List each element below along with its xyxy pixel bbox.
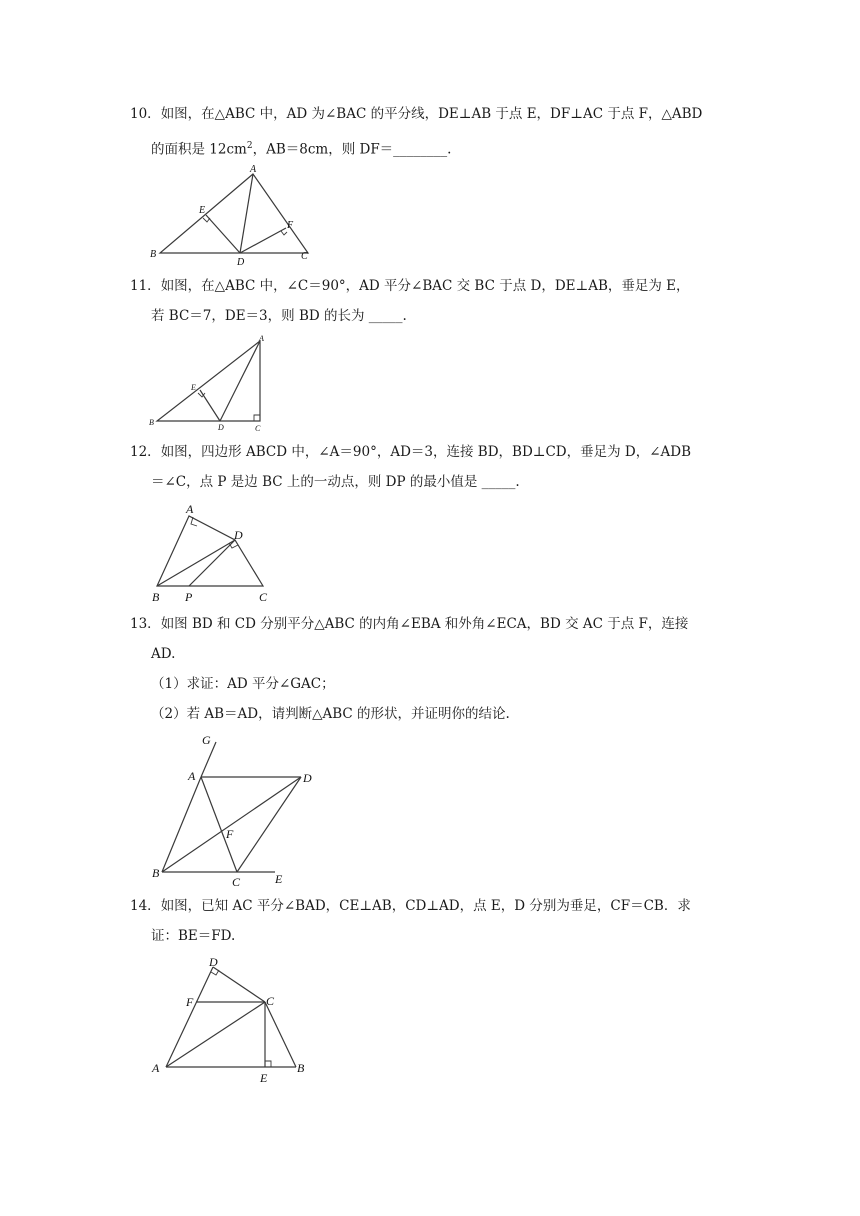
segment-de — [200, 390, 220, 421]
label-e: E — [260, 1071, 268, 1085]
problem-11-line-1 — [130, 276, 690, 296]
right-angle-mark-c — [254, 415, 260, 421]
problem-14-number: 14． — [130, 898, 161, 914]
problem-11-number: 11． — [130, 278, 161, 294]
label-c: C — [259, 590, 268, 604]
label-e: E — [191, 383, 196, 392]
label-b: B — [297, 1061, 305, 1075]
label-b: B — [152, 866, 160, 880]
label-e: E — [275, 872, 283, 886]
segment-df — [240, 228, 286, 253]
label-c: C — [232, 875, 241, 889]
label-p: P — [185, 590, 193, 604]
problem-12-line-1 — [130, 442, 691, 462]
problem-11-figure — [142, 333, 272, 433]
segment-ad — [220, 341, 260, 421]
label-d: D — [234, 528, 243, 542]
label-a: A — [250, 164, 257, 175]
label-d: D — [303, 771, 312, 785]
right-angle-mark-f — [281, 231, 287, 235]
segment-ab — [162, 777, 201, 872]
label-f: F — [186, 995, 194, 1009]
problem-13-text-2: AD. — [151, 646, 176, 662]
label-a: A — [186, 502, 194, 516]
problem-12-line-2 — [151, 472, 520, 492]
label-f: F — [287, 220, 294, 231]
segment-cb — [265, 1002, 296, 1067]
problem-13-line-2 — [151, 644, 175, 664]
label-a: A — [152, 1061, 160, 1075]
right-triangle-abc — [157, 341, 260, 421]
triangle-abc — [160, 174, 308, 253]
problem-10-text-2a: 的面积是 12cm — [151, 141, 247, 158]
segment-de — [206, 215, 240, 253]
problem-14-line-2 — [151, 926, 235, 946]
problem-12-text-1: 如图，四边形 ABCD 中，∠A＝90°，AD＝3，连接 BD，BD⊥CD，垂足为 D，∠ADB — [160, 444, 692, 460]
problem-14-line-1 — [130, 896, 691, 916]
problem-13-figure — [148, 730, 328, 890]
problem-13-subquestion-2: （2）若 AB＝AD，请判断△ABC 的形状，并证明你的结论. — [151, 706, 510, 722]
label-c: C — [255, 424, 261, 433]
problem-12-number: 12． — [130, 444, 161, 460]
label-c: C — [301, 251, 308, 262]
problem-13-text-1: 如图 BD 和 CD 分别平分△ABC 的内角∠EBA 和外角∠ECA，BD 交 AC 于点 F，连接 — [160, 616, 689, 632]
problem-10-line-2 — [151, 136, 451, 160]
label-f: F — [226, 827, 234, 841]
problem-14-figure — [148, 955, 328, 1090]
quadrilateral-abcd — [157, 516, 263, 586]
segment-cd — [237, 777, 301, 872]
problem-12-text-2: ＝∠C，点 P 是边 BC 上的一动点，则 DP 的最小值是 _____. — [151, 474, 520, 490]
label-a: A — [259, 334, 264, 343]
problem-13-line-1 — [130, 614, 688, 634]
label-a: A — [188, 769, 196, 783]
right-angle-mark-e — [265, 1061, 271, 1067]
label-c: C — [266, 994, 275, 1008]
segment-ag-extension — [201, 742, 216, 777]
problem-10-number: 10． — [130, 106, 161, 122]
problem-11-line-2 — [151, 306, 407, 326]
problem-10-text-1: 如图，在△ABC 中，AD 为∠BAC 的平分线，DE⊥AB 于点 E，DF⊥AC 于点 F，△ABD — [160, 106, 703, 122]
problem-14-text-1: 如图，已知 AC 平分∠BAD，CE⊥AB，CD⊥AD，点 E，D 分别为垂足，CF＝CB．求 — [160, 898, 691, 914]
problem-14-text-2: 证：BE＝FD. — [151, 928, 236, 944]
label-d: D — [237, 257, 245, 266]
label-b: B — [149, 418, 154, 427]
problem-10-line-1 — [130, 104, 702, 124]
problem-10-text-2b: ，AB＝8cm，则 DF＝________. — [252, 141, 452, 158]
problem-10-figure — [140, 160, 320, 266]
label-d: D — [209, 955, 218, 969]
problem-12-figure — [145, 500, 285, 605]
segment-ad — [240, 174, 253, 253]
label-e: E — [199, 205, 206, 216]
problem-11-text-2: 若 BC＝7，DE＝3，则 BD 的长为 _____. — [151, 308, 407, 324]
label-g: G — [202, 733, 211, 747]
label-d: D — [218, 423, 224, 432]
segment-dc — [213, 967, 265, 1002]
problem-10-superscript: 2 — [246, 141, 253, 151]
label-b: B — [150, 249, 157, 260]
problem-11-text-1: 如图，在△ABC 中，∠C＝90°，AD 平分∠BAC 交 BC 于点 D，DE⊥AB，垂足为 E， — [160, 278, 690, 294]
problem-13-subquestion-1: （1）求证：AD 平分∠GAC； — [151, 676, 335, 692]
problem-13-number: 13． — [130, 616, 161, 632]
label-b: B — [152, 590, 160, 604]
